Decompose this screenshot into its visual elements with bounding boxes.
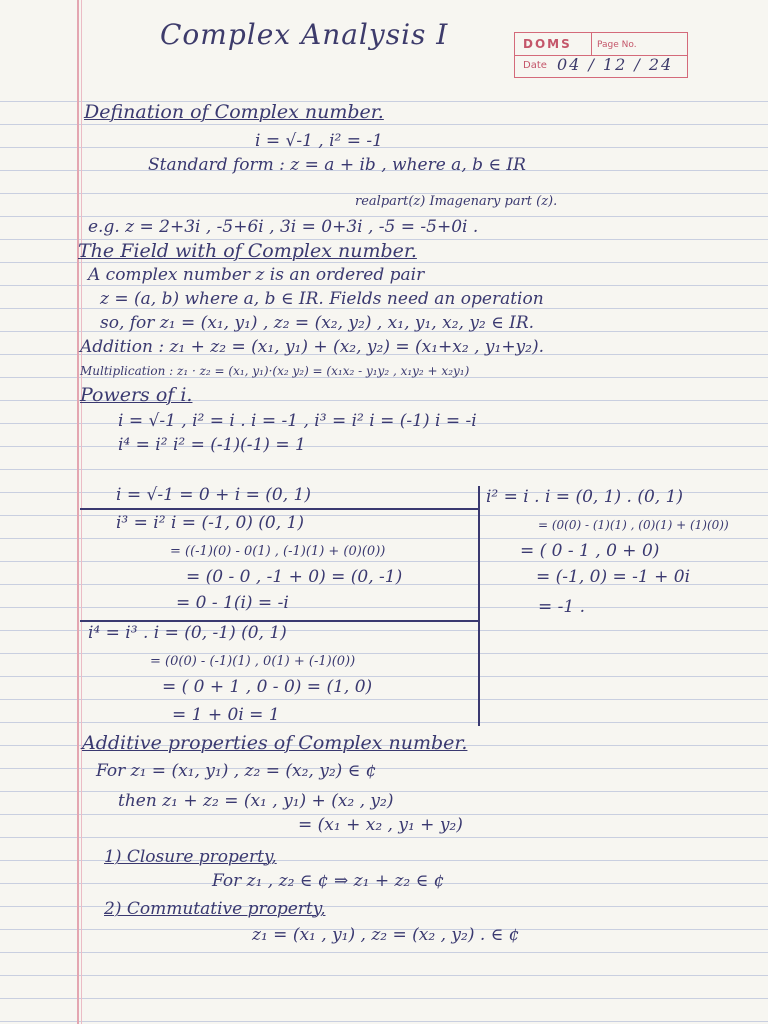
right-line-2: = (0(0) - (1)(1) , (0)(1) + (1)(0)): [538, 518, 729, 532]
addition-line: Addition : z₁ + z₂ = (x₁, y₁) + (x₂, y₂) = (x₁+x₂ , y₁+y₂).: [80, 337, 545, 357]
right-line-4: = (-1, 0) = -1 + 0i: [536, 567, 691, 587]
date-box-divider: [591, 33, 592, 55]
commutative-statement: z₁ = (x₁ , y₁) , z₂ = (x₂ , y₂) . ∈ ¢: [252, 925, 520, 945]
page-number-label: Page No.: [597, 40, 637, 50]
additive-line-1: For z₁ = (x₁, y₁) , z₂ = (x₂, y₂) ∈ ¢: [96, 761, 377, 781]
left-line-5: = 0 - 1(i) = -i: [176, 593, 289, 613]
margin-line: [77, 0, 79, 1024]
right-line-3: = ( 0 - 1 , 0 + 0): [520, 541, 660, 561]
box-top-rule: [80, 508, 480, 510]
additive-heading: Additive properties of Complex number.: [82, 732, 468, 754]
right-line-1: i² = i . i = (0, 1) . (0, 1): [486, 487, 684, 507]
example-line: e.g. z = 2+3i , -5+6i , 3i = 0+3i , -5 = -5+0i .: [88, 217, 479, 237]
parts-labels: realpart(z) Imagenary part (z).: [355, 194, 558, 209]
i-definition: i = √-1 , i² = -1: [255, 131, 383, 151]
right-line-5: = -1 .: [538, 597, 586, 617]
left-line-9: = 1 + 0i = 1: [172, 705, 280, 725]
field-line-3: so, for z₁ = (x₁, y₁) , z₂ = (x₂, y₂) , x₁, y₁, x₂, y₂ ∈ IR.: [100, 313, 535, 333]
commutative-heading: 2) Commutative property,: [104, 899, 326, 919]
left-line-8: = ( 0 + 1 , 0 - 0) = (1, 0): [162, 677, 373, 697]
brand-logo: DOMS: [523, 37, 572, 51]
left-line-4: = (0 - 0 , -1 + 0) = (0, -1): [186, 567, 403, 587]
powers-line-1: i = √-1 , i² = i . i = -1 , i³ = i² i = (-1) i = -i: [118, 411, 477, 431]
definition-heading: Defination of Complex number.: [84, 101, 384, 123]
powers-heading: Powers of i.: [80, 384, 193, 406]
left-line-1: i = √-1 = 0 + i = (0, 1): [116, 485, 311, 505]
additive-line-2: then z₁ + z₂ = (x₁ , y₁) + (x₂ , y₂): [118, 791, 394, 811]
closure-heading: 1) Closure property,: [104, 847, 277, 867]
margin-line-inner: [81, 0, 82, 1024]
left-line-7: = (0(0) - (-1)(1) , 0(1) + (-1)(0)): [150, 654, 356, 669]
field-heading: The Field with of Complex number.: [78, 240, 417, 262]
date-box: [514, 32, 688, 78]
closure-statement: For z₁ , z₂ ∈ ¢ ⇒ z₁ + z₂ ∈ ¢: [212, 871, 445, 891]
multiplication-line: Multiplication : z₁ · z₂ = (x₁, y₁)·(x₂ y₂) = (x₁x₂ - y₁y₂ , x₁y₂ + x₂y₁): [80, 364, 470, 378]
standard-form: Standard form : z = a + ib , where a, b ∈ IR: [148, 155, 526, 175]
additive-line-3: = (x₁ + x₂ , y₁ + y₂): [298, 815, 463, 835]
field-line-2: z = (a, b) where a, b ∈ IR. Fields need an operation: [100, 289, 544, 309]
column-divider: [478, 486, 480, 726]
powers-line-2: i⁴ = i² i² = (-1)(-1) = 1: [118, 435, 306, 455]
date-value: 04 / 12 / 24: [557, 55, 674, 74]
left-line-3: = ((-1)(0) - 0(1) , (-1)(1) + (0)(0)): [170, 544, 386, 559]
page-title: Complex Analysis I: [160, 18, 449, 51]
date-label: Date: [523, 60, 547, 71]
field-line-1: A complex number z is an ordered pair: [88, 265, 425, 285]
left-line-6: i⁴ = i³ . i = (0, -1) (0, 1): [88, 623, 287, 643]
left-line-2: i³ = i² i = (-1, 0) (0, 1): [116, 513, 305, 533]
